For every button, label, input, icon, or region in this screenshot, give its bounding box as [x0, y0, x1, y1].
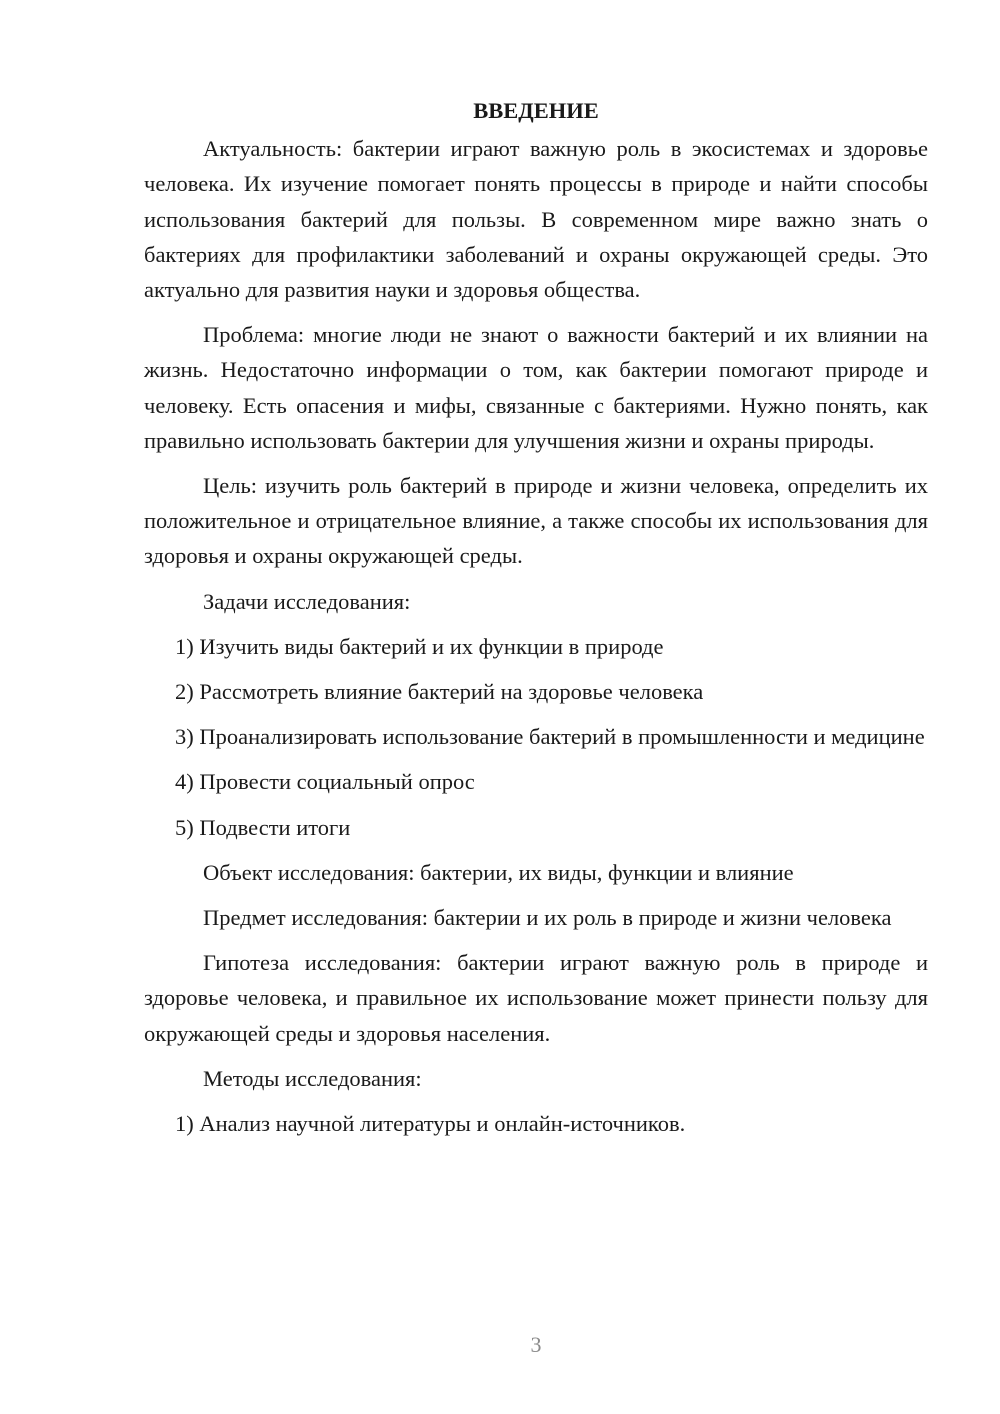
task-item-3: 3) Проанализировать использование бактерий в промышленности и медицине [175, 724, 925, 750]
hypothesis-paragraph: Гипотеза исследования: бактерии играют важную роль в природе и здоровье человека, и правильное их использование может принести пользу для окружающей среды и здоровья населения. [144, 950, 928, 1046]
page-title: ВВЕДЕНИЕ [473, 98, 599, 123]
page-number: 3 [530, 1332, 542, 1357]
document-page [144, 93, 928, 1151]
methods-heading: Методы исследования: [203, 1065, 422, 1091]
task-item-2: 2) Рассмотреть влияние бактерий на здоровье человека [175, 679, 704, 705]
subject-paragraph: Предмет исследования: бактерии и их роль в природе и жизни человека [203, 905, 892, 931]
object-paragraph: Объект исследования: бактерии, их виды, функции и влияние [203, 859, 794, 885]
actuality-paragraph: Актуальность: бактерии играют важную роль в экосистемах и здоровье человека. Их изучение помогает понять процессы в природе и найти способы использования бактерий для пользы. В современном мире важно знать о бактериях для профилактики заболеваний и охраны окружающей среды. Это актуально для развития науки и здоровья общества. [144, 136, 928, 303]
method-item-1: 1) Анализ научной литературы и онлайн-источников. [175, 1111, 686, 1137]
task-item-5: 5) Подвести итоги [175, 814, 351, 840]
goal-paragraph: Цель: изучить роль бактерий в природе и жизни человека, определить их положительное и отрицательное влияние, а также способы их использования для здоровья и охраны окружающей среды. [144, 473, 928, 569]
task-item-1: 1) Изучить виды бактерий и их функции в природе [175, 633, 664, 659]
task-item-4: 4) Провести социальный опрос [175, 769, 475, 795]
tasks-heading: Задачи исследования: [203, 588, 411, 614]
problem-paragraph: Проблема: многие люди не знают о важности бактерий и их влиянии на жизнь. Недостаточно информации о том, как бактерии помогают природе и человеку. Есть опасения и мифы, связанные с бактериями. Нужно понять, как правильно использовать бактерии для улучшения жизни и охраны природы. [144, 322, 928, 453]
